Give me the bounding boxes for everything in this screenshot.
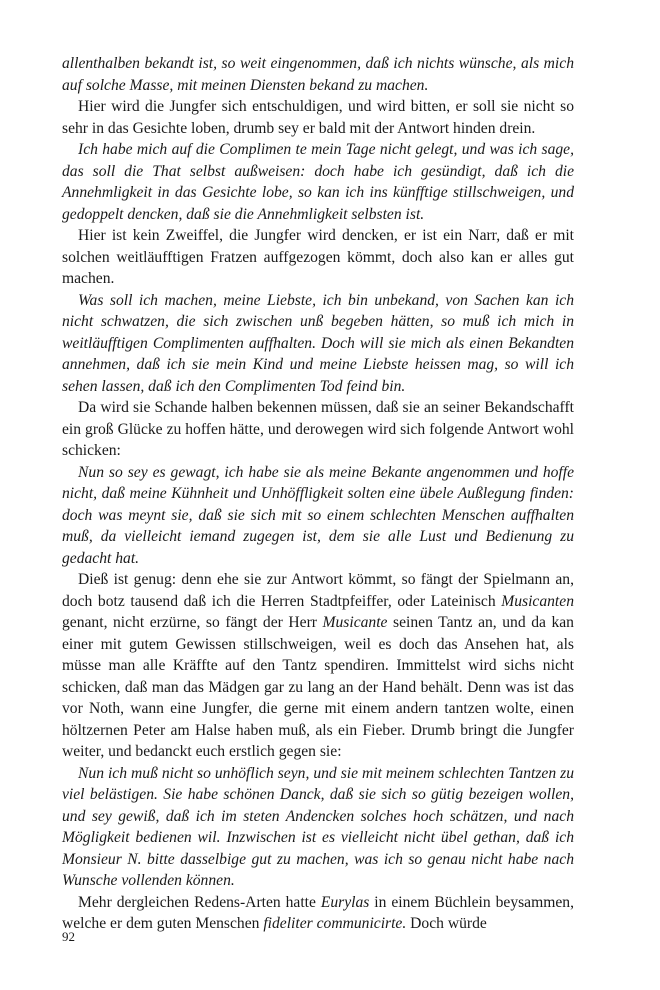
text-run: Doch würde [406, 915, 487, 932]
text-run: Dieß ist genug: denn ehe sie zur Antwort kömmt, so fängt der Spielmann an, doch botz tausend daß ich die Herren Stadtpfeiffer, oder Lateinisch [62, 571, 574, 610]
text-run: Mehr dergleichen Redens-Arten hatte [78, 893, 321, 911]
text-run: Da wird sie Schande halben bekennen müssen, daß sie an seiner Bekandschafft ein groß Glücke zu hoffen hätte, und derowegen wird sich folgende Antwort wohl schicken: [62, 399, 574, 459]
body-text [62, 53, 574, 935]
text-run: Hier wird die Jungfer sich entschuldigen, und wird bitten, er soll sie nicht so sehr in das Gesichte loben, drumb sey er bald mit der Antwort hinden drein. [62, 98, 574, 137]
text-run: in einem Büchlein beysammen, welche er dem guten Menschen [62, 893, 574, 932]
text-run: Hier ist kein Zweiffel, die Jungfer wird dencken, er ist ein Narr, daß er mit solchen weitläufftigen Fratzen auffgezogen kömmt, doch also kan er alles gut machen. [62, 227, 574, 287]
paragraph [62, 892, 574, 935]
emphasis-text: fideliter communicirte. [263, 915, 407, 932]
paragraph [62, 763, 574, 892]
text-run: Ich habe mich auf die Complimen te mein Tage nicht gelegt, und was ich sage, das soll die That selbst außweisen: doch habe ich gesündigt, daß ich die Annehmligkeit in das Gesichte lobe, so kan ich ins künfftige stillschweigen, und gedoppelt dencken, daß sie die Annehmligkeit selbsten ist. [62, 141, 574, 223]
paragraph [62, 462, 574, 570]
text-run: Nun so sey es gewagt, ich habe sie als meine Bekante angenommen und hoffe nicht, daß meine Kühnheit und Unhöffligkeit solten eine übele Außlegung finden: doch was meynt sie, daß sie sich mit so einem schlechten Menschen auffhalten muß, da vielleicht iemand zugegen ist, dem sie alle Lust und Bedienung zu gedacht hat. [62, 463, 574, 567]
page-number: 92 [62, 929, 75, 944]
text-run: genant, nicht erzürne, so fängt der Herr [62, 614, 323, 631]
text-run: allenthalben bekandt ist, so weit eingenommen, daß ich nichts wünsche, als mich auf solche Masse, mit meinen Diensten bekand zu machen. [62, 55, 574, 94]
paragraph [62, 225, 574, 290]
paragraph [62, 569, 574, 763]
paragraph [62, 53, 574, 96]
emphasis-text: Musicante [322, 614, 388, 631]
paragraph [62, 139, 574, 225]
text-run: Was soll ich machen, meine Liebste, ich bin unbekand, von Sachen kan ich nicht schwatzen, die sich zwischen unß begeben hätten, so muß ich mich in weitläufftigen Complimenten auffhalten. Doch will sie mich als einen Bekandten annehmen, daß ich sie mein Kind und meine Liebste heissen mag, so will ich sehen lassen, daß ich den Complimenten Tod feind bin. [62, 291, 574, 395]
text-run: seinen Tantz an, und da kan einer mit gutem Gewissen stillschweigen, weil es doch das Ansehen hat, als müsse man alle Kräffte auf den Tantz spendiren. Immittelst wird sichs nicht schicken, daß man das Mädgen gar zu lang an der Hand behält. Denn was ist das vor Noth, wann eine Jungfer, die gerne mit einem andern tantzen wolte, einen höltzernen Peter am Halse haben muß, als ein Fieber. Drumb bringt die Jungfer weiter, und bedanckt euch erstlich gegen sie: [62, 614, 574, 760]
paragraph [62, 290, 574, 398]
paragraph [62, 96, 574, 139]
text-run: Nun ich muß nicht so unhöflich seyn, und sie mit meinem schlechten Tantzen zu viel belästigen. Sie habe schönen Danck, daß sie sich so gütig bezeigen wollen, und sey gewiß, daß ich im steten Andencken solches hoch schätzen, und nach Mögligkeit bedienen wil. Inzwischen ist es vielleicht nicht übel gethan, daß ich Monsieur N. bitte dasselbige gut zu machen, was ich so genau nicht habe nach Wunsche vollenden können. [62, 764, 574, 889]
paragraph [62, 397, 574, 462]
emphasis-text: Eurylas [320, 893, 370, 911]
emphasis-text: Musicanten [501, 592, 574, 610]
